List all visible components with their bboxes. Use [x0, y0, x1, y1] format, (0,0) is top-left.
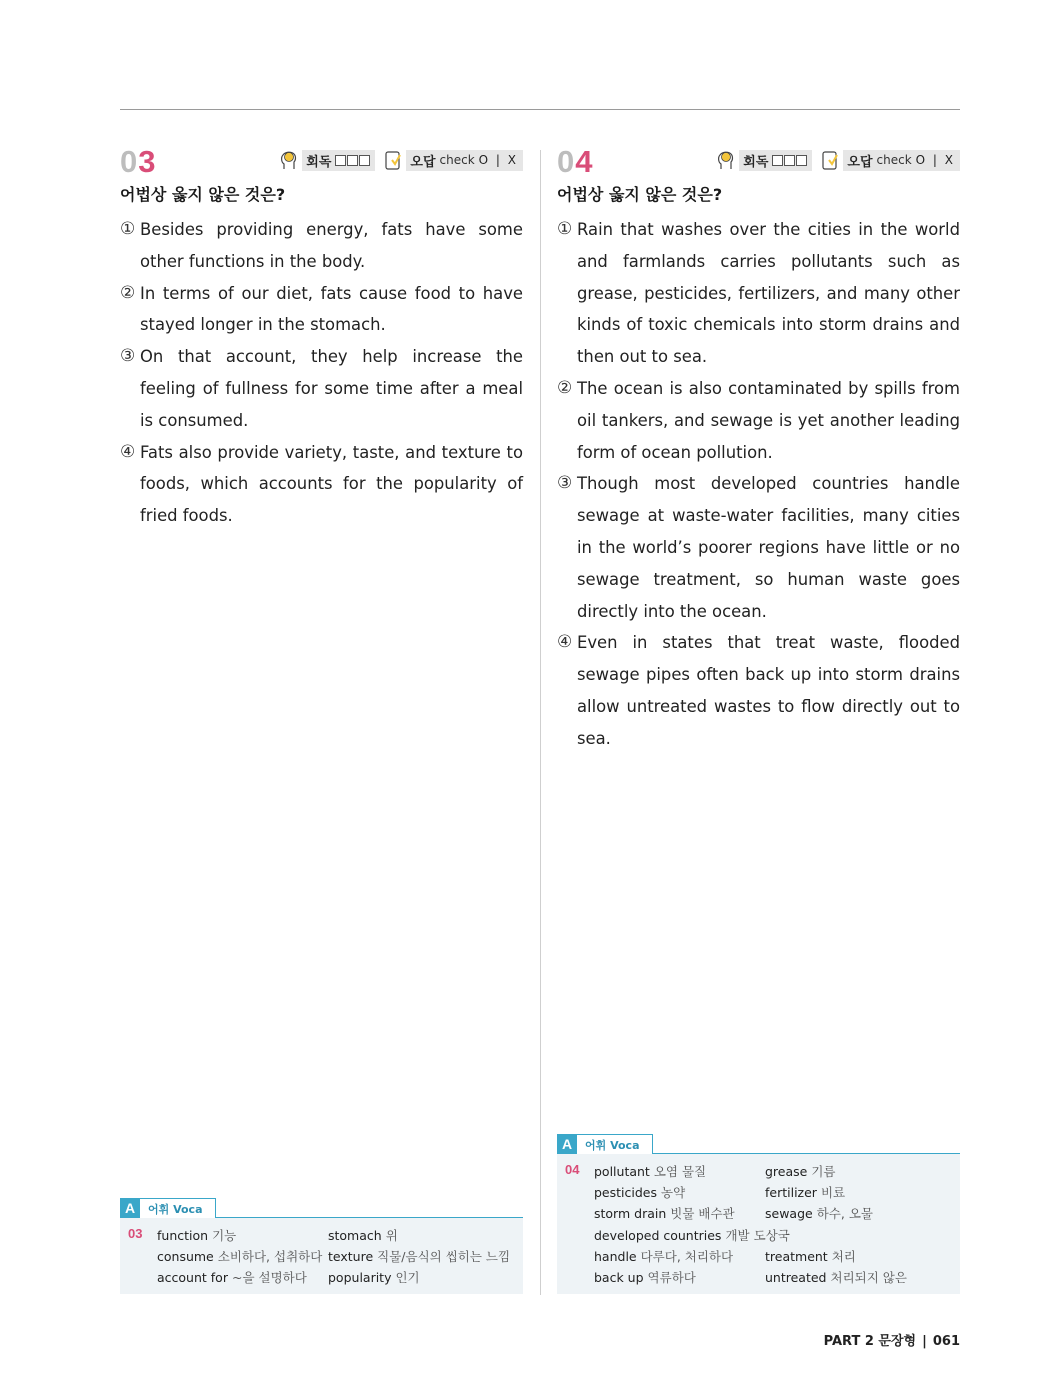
answer-options [557, 214, 960, 755]
option-2[interactable]: ② The ocean is also contaminated by spills from oil tankers, and sewage is yet another leading form of ocean pollution. [557, 377, 960, 462]
page-number: 061 [932, 1334, 960, 1349]
review-tracker [716, 149, 812, 171]
head-icon [279, 149, 299, 171]
head-icon [716, 149, 736, 171]
option-1[interactable]: ① Besides providing energy, fats have some other functions in the body. [120, 219, 523, 271]
wrong-answer-check [820, 149, 960, 171]
voca-tab-letter: A [120, 1198, 140, 1218]
question-instruction: 어법상 옳지 않은 것은? [120, 185, 286, 204]
option-3[interactable]: ③ Though most developed countries handle sewage at waste-water facilities, many cities in the world’s poorer regions have little or no sewage treatment, so human waste goes directly into the ocean. [557, 473, 960, 621]
voca-tab-label: 어휘 Voca [140, 1198, 216, 1218]
voca-tab [557, 1134, 960, 1154]
voca-item: pollutant 오염 물질 [594, 1164, 707, 1179]
check-label: check [876, 153, 912, 167]
option-4[interactable]: ④ Even in states that treat waste, flooded sewage pipes often back up into storm drains allow untreated wastes to flow directly out to sea. [557, 632, 960, 748]
question-instruction: 어법상 옳지 않은 것은? [557, 185, 723, 204]
check-label: check [439, 153, 475, 167]
option-1[interactable]: ① Rain that washes over the cities in the world and farmlands carries pollutants such as grease, pesticides, fertilizers, and many other kinds of toxic chemicals into storm drains and then out to sea. [557, 219, 960, 367]
footer-separator: | [922, 1334, 927, 1349]
voca-item: fertilizer 비료 [765, 1185, 846, 1201]
voca-item: untreated 처리되지 않은 [765, 1270, 907, 1286]
option-4[interactable]: ④ Fats also provide variety, taste, and texture to foods, which accounts for the popularity of fried foods. [120, 441, 523, 526]
review-checkbox-1[interactable] [335, 155, 346, 166]
voca-list [157, 1225, 523, 1289]
voca-body [120, 1218, 523, 1294]
voca-item: popularity 인기 [328, 1270, 420, 1286]
voca-item: account for ~을 설명하다 [157, 1270, 307, 1286]
voca-item: back up 역류하다 [594, 1270, 696, 1286]
wrong-label: 오답 [847, 154, 873, 170]
answer-options [120, 214, 523, 532]
option-2[interactable]: ② In terms of our diet, fats cause food to have stayed longer in the stomach. [120, 282, 523, 335]
column-divider [540, 150, 541, 1295]
voca-tab [120, 1198, 523, 1218]
voca-box-03 [120, 1198, 523, 1294]
option-3[interactable]: ③ On that account, they help increase the feeling of fullness for some time after a meal is consumed. [120, 346, 523, 430]
voca-number: 03 [128, 1226, 143, 1241]
voca-item: grease 기름 [765, 1164, 836, 1179]
voca-item: sewage 하수, 오물 [765, 1206, 873, 1222]
review-label: 회독 [743, 154, 769, 170]
voca-item: stomach 위 [328, 1228, 398, 1243]
voca-item: pesticides 농약 [594, 1185, 686, 1201]
note-icon [383, 149, 403, 171]
review-checkboxes [335, 155, 370, 166]
review-tracker [279, 149, 375, 171]
voca-item: handle 다루다, 처리하다 [594, 1248, 734, 1264]
wrong-label: 오답 [410, 154, 436, 170]
part-label: PART 2 문장형 [823, 1334, 917, 1349]
note-icon [820, 149, 840, 171]
question-header [557, 140, 960, 180]
review-checkbox-2[interactable] [784, 155, 795, 166]
review-checkboxes [772, 155, 807, 166]
study-tracker [279, 149, 523, 171]
voca-item: developed countries 개발 도상국 [594, 1227, 790, 1243]
ox-marker[interactable]: O | X [478, 153, 518, 167]
study-tracker [716, 149, 960, 171]
question-header [120, 140, 523, 180]
voca-box-04 [557, 1134, 960, 1294]
voca-item: texture 직물/음식의 씹히는 느낌 [328, 1249, 511, 1265]
top-rule [120, 109, 960, 110]
voca-tab-label: 어휘 Voca [577, 1134, 653, 1154]
page-footer [824, 1330, 960, 1349]
question-03 [120, 140, 523, 532]
review-checkbox-2[interactable] [347, 155, 358, 166]
voca-item-empty [765, 1225, 960, 1246]
review-checkbox-3[interactable] [796, 155, 807, 166]
wrong-answer-check [383, 149, 523, 171]
question-number: 03 [120, 144, 157, 179]
voca-number: 04 [565, 1162, 580, 1177]
voca-item: treatment 처리 [765, 1248, 856, 1264]
question-04 [557, 140, 960, 755]
voca-item: function 기능 [157, 1228, 237, 1243]
voca-tab-letter: A [557, 1134, 577, 1154]
ox-marker[interactable]: O | X [915, 153, 955, 167]
voca-body [557, 1154, 960, 1294]
review-checkbox-3[interactable] [359, 155, 370, 166]
review-checkbox-1[interactable] [772, 155, 783, 166]
voca-list [594, 1161, 960, 1288]
voca-item: consume 소비하다, 섭취하다 [157, 1249, 323, 1265]
question-number: 04 [557, 144, 594, 179]
review-label: 회독 [306, 154, 332, 170]
voca-item: storm drain 빗물 배수관 [594, 1206, 735, 1222]
